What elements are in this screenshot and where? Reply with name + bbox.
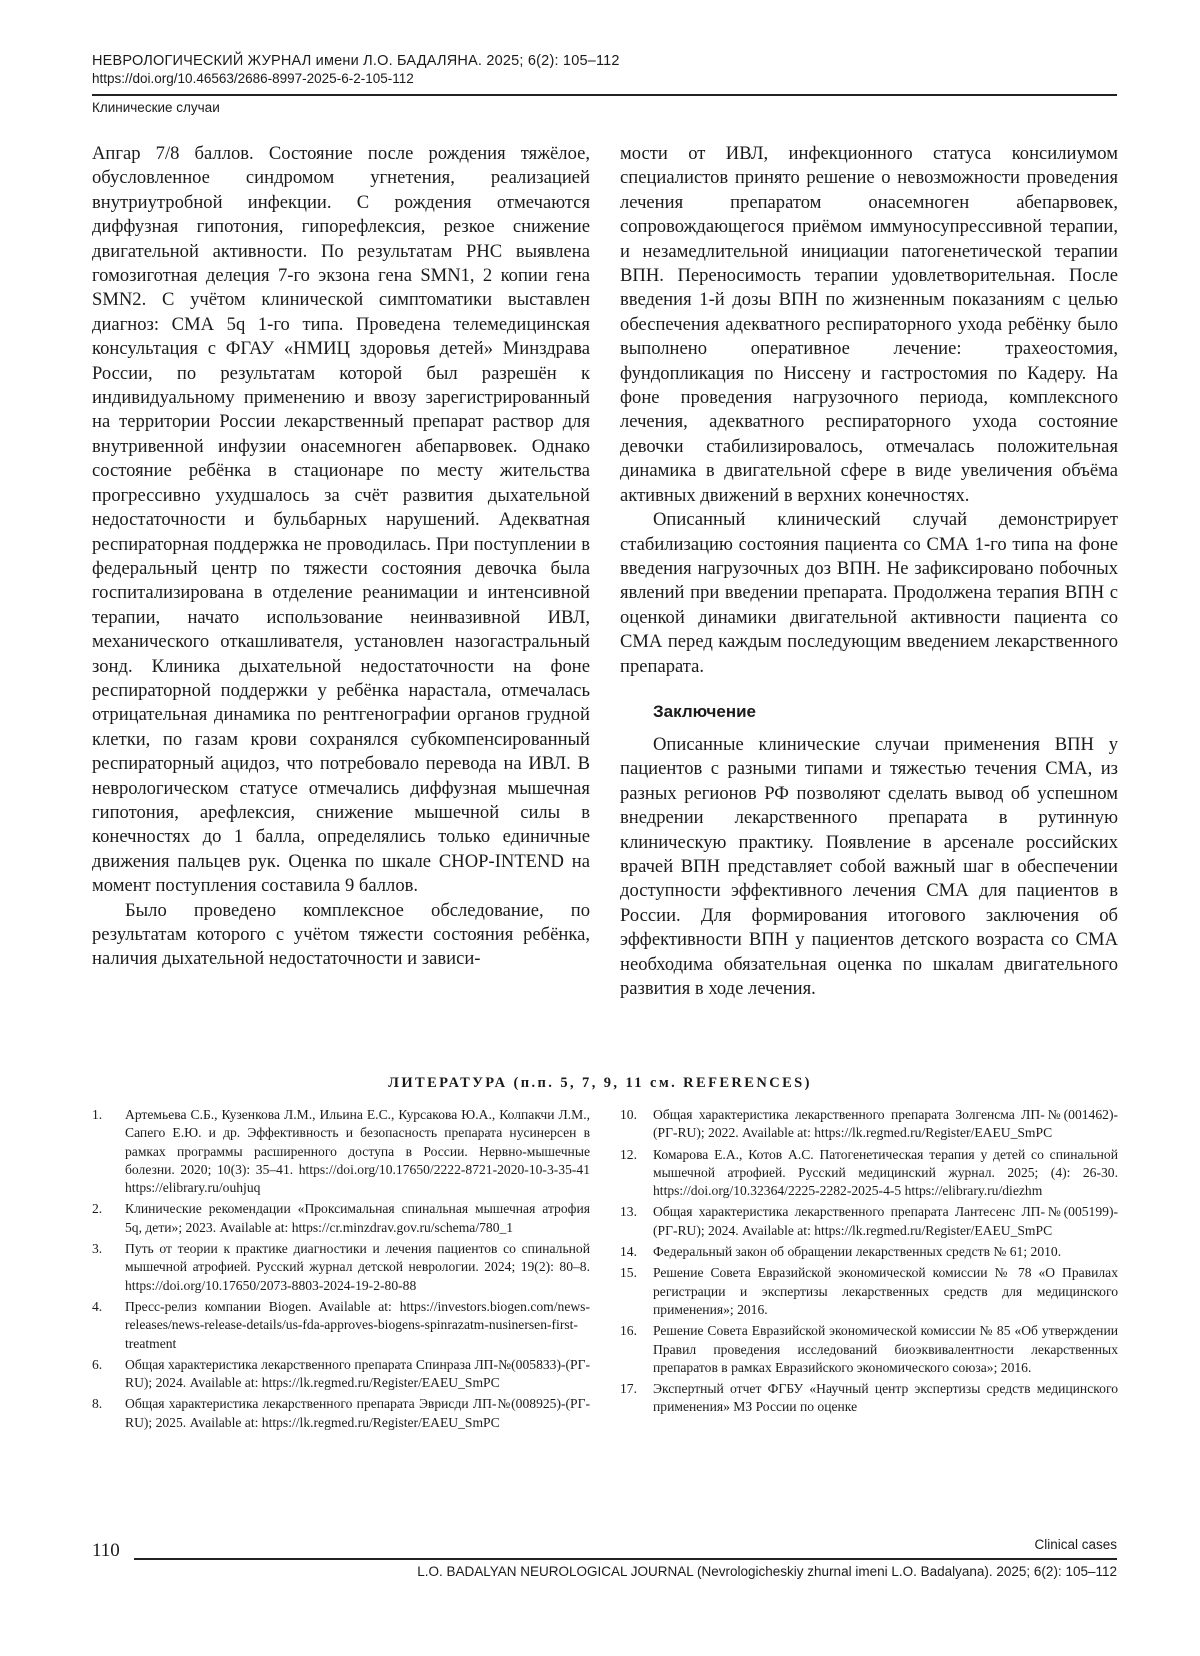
reference-item bbox=[620, 1264, 1118, 1319]
references-title: ЛИТЕРАТУРА (п.п. 5, 7, 9, 11 см. REFERENCES) bbox=[388, 1075, 812, 1091]
reference-text: Общая характеристика лекарственного препарата Спинраза ЛП-№(005833)-(РГ-RU); 2024. Available at: https://lk.regmed.ru/Register/EAEU_SmPC bbox=[125, 1356, 590, 1391]
reference-item bbox=[620, 1203, 1118, 1240]
section-heading-conclusion: Заключение bbox=[653, 701, 756, 721]
reference-item bbox=[92, 1356, 590, 1393]
reference-text: Пресс-релиз компании Biogen. Available at: https://investors.biogen.com/news-releases/news-release-details/us-fda-approves-biogens-spinrazatm-nusinersen-first-treatment bbox=[125, 1298, 590, 1351]
reference-item bbox=[620, 1146, 1118, 1201]
footer-journal-title: L.O. BADALYAN NEUROLOGICAL JOURNAL (Nevrologicheskiy zhurnal imeni L.O. Badalyana). 2025; 6(2): 105–112 bbox=[417, 1564, 1117, 1579]
reference-text: Общая характеристика лекарственного препарата Лантесенс ЛП-№(005199)-(РГ-RU); 2024. Available at: https://lk.regmed.ru/Register/EAEU_SmPC bbox=[653, 1204, 1118, 1238]
reference-number: 4. bbox=[92, 1298, 103, 1314]
reference-text: Путь от теории к практике диагностики и лечения пациентов со спинальной мышечной атрофией. Русский журнал детской неврологии. 2024; 19(2): 80–8. https://doi.org/10.17650/2073-8803-2024-19-2-80-88 bbox=[125, 1241, 590, 1293]
reference-number: 16. bbox=[620, 1323, 637, 1339]
body-column-right bbox=[620, 142, 1118, 1001]
reference-item bbox=[92, 1298, 590, 1353]
reference-item bbox=[92, 1200, 590, 1237]
reference-text: Артемьева С.Б., Кузенкова Л.М., Ильина Е.С., Курсакова Ю.А., Колпакчи Л.М., Сапего Е.Ю. и др. Эффективность и безопасность препарата нусинерсен в рамках программы расширенного доступа в России. Нервно-мышечные болезни. 2020; 10(3): 35–41. https://doi.org/10.17650/2222-8721-2020-10-3-35-41 https://elibrary.ru/ouhjuq bbox=[125, 1107, 590, 1196]
reference-number: 13. bbox=[620, 1204, 637, 1220]
reference-item bbox=[620, 1106, 1118, 1143]
doi-link[interactable]: https://doi.org/10.46563/2686-8997-2025-6-2-105-112 bbox=[92, 71, 414, 86]
reference-number: 2. bbox=[92, 1201, 103, 1217]
reference-item bbox=[620, 1243, 1118, 1261]
reference-text: Комарова Е.А., Котов А.С. Патогенетическая терапия у детей со спинальной мышечной атрофией. Русский медицинский журнал. 2025; (4): 26-30. https://doi.org/10.32364/2225-2282-2025-4-5 https://elibrary.ru/diezhm bbox=[653, 1146, 1118, 1199]
reference-item bbox=[92, 1395, 590, 1432]
reference-number: 15. bbox=[620, 1265, 637, 1281]
reference-text: Федеральный закон об обращении лекарственных средств № 61; 2010. bbox=[653, 1244, 1062, 1260]
reference-text: Общая характеристика лекарственного препарата Золгенсма ЛП-№(001462)-(РГ-RU); 2022. Available at: https://lk.regmed.ru/Register/EAEU_SmPC bbox=[653, 1107, 1118, 1141]
reference-text: Общая характеристика лекарственного препарата Эврисди ЛП-№(008925)-(РГ-RU); 2025. Available at: https://lk.regmed.ru/Register/EAEU_SmPC bbox=[125, 1396, 590, 1430]
paragraph: мости от ИВЛ, инфекционного статуса консилиумом специалистов принято решение о невозможности проведения лечения препаратом онасемноген абепарвовек, сопровождающегося приёмом иммуносупрессивной терапии, и незамедлительной инициации патогенетической терапии ВПН. Переносимость терапии удовлетворительная. После введения 1-й дозы ВПН по жизненным показаниям с целью обеспечения адекватного респираторного ухода ребёнку было выполнено оперативное лечение: трахеостомия, фундопликация по Ниссену и гастростомия по Кадеру. На фоне проведения нагрузочного периода, комплексного лечения, адекватного респираторного ухода состояние девочки стабилизировалось, отмечалась положительная динамика в двигательной сфере в виде увеличения объёма активных движений в верхних конечностях. bbox=[620, 143, 1118, 506]
reference-number: 12. bbox=[620, 1146, 637, 1162]
body-column-left bbox=[92, 142, 590, 972]
reference-number: 14. bbox=[620, 1244, 637, 1260]
paragraph: Было проведено комплексное обследование, по результатам которого с учётом тяжести состояния ребёнка, наличия дыхательной недостаточности и зависи- bbox=[92, 899, 590, 970]
reference-text: Решение Совета Евразийской экономической комиссии № 78 «О Правилах регистрации и экспертизы лекарственных средств для медицинского применения»; 2016. bbox=[653, 1265, 1118, 1317]
reference-item bbox=[620, 1380, 1118, 1417]
page-number: 110 bbox=[92, 1540, 120, 1561]
references-list-left bbox=[92, 1106, 590, 1435]
reference-number: 3. bbox=[92, 1241, 103, 1257]
reference-number: 8. bbox=[92, 1396, 103, 1412]
paragraph: Апгар 7/8 баллов. Состояние после рождения тяжёлое, обусловленное синдромом угнетения, реализацией внутриутробной инфекции. С рождения отмечаются диффузная гипотония, гипорефлексия, резкое снижение двигательной активности. По результатам РНС выявлена гомозиготная делеция 7-го экзона гена SMN1, 2 копии гена SMN2. С учётом клинической симптоматики выставлен диагноз: СМА 5q 1-го типа. Проведена телемедицинская консультация с ФГАУ «НМИЦ здоровья детей» Минздрава России, по результатам которой был разрешён к индивидуальному применению и ввозу зарегистрированный на территории России лекарственный препарат раствор для внутривенной инфузии онасемноген абепарвовек. Однако состояние ребёнка в стационаре по месту жительства прогрессивно ухудшалось за счёт развития дыхательной недостаточности и бульбарных нарушений. Адекватная респираторная поддержка не проводилась. При поступлении в федеральный центр по тяжести состояния девочка была госпитализирована в отделение реанимации и интенсивной терапии, начато использование неинвазивной ИВЛ, механического откашливателя, установлен назогастральный зонд. Клиника дыхательной недостаточности на фоне респираторной поддержки у ребёнка нарастала, отмечалась отрицательная динамика по рентгенографии органов грудной клетки, по газам крови сохранялся субкомпенсированный респираторный ацидоз, что потребовало перевода на ИВЛ. В неврологическом статусе отмечались диффузная мышечная гипотония, арефлексия, снижение мышечной силы в конечностях до 1 балла, определялись только единичные движения пальцев рук. Оценка по шкале CHOP-INTEND на момент поступления составила 9 баллов. bbox=[92, 143, 590, 897]
reference-number: 1. bbox=[92, 1107, 103, 1122]
footer-divider bbox=[134, 1558, 1117, 1560]
reference-number: 10. bbox=[620, 1107, 637, 1122]
journal-title: НЕВРОЛОГИЧЕСКИЙ ЖУРНАЛ имени Л.О. БАДАЛЯНА. 2025; 6(2): 105–112 bbox=[92, 53, 620, 69]
paragraph: Описанные клинические случаи применения ВПН у пациентов с разными типами и тяжестью течения СМА, из разных регионов РФ позволяют сделать вывод об успешном внедрении лекарственного препарата в рутинную клиническую практику. Появление в арсенале российских врачей ВПН представляет собой важный шаг в обеспечении доступности эффективного лечения СМА для пациентов в России. Для формирования итогового заключения об эффективности ВПН у пациентов детского возраста со СМА необходима обязательная оценка по шкалам двигательного развития в ходе лечения. bbox=[620, 733, 1118, 999]
reference-item bbox=[92, 1240, 590, 1295]
reference-text: Клинические рекомендации «Проксимальная спинальная мышечная атрофия 5q, дети»; 2023. Available at: https://cr.minzdrav.gov.ru/schema/780_1 bbox=[125, 1201, 590, 1235]
reference-text: Решение Совета Евразийской экономической комиссии № 85 «Об утверждении Правил проведения исследований биоэквивалентности лекарственных препаратов в рамках Евразийского экономического союза»; 2016. bbox=[653, 1323, 1118, 1375]
reference-item bbox=[620, 1322, 1118, 1377]
reference-number: 6. bbox=[92, 1356, 103, 1372]
reference-number: 17. bbox=[620, 1381, 637, 1397]
reference-text: Экспертный отчет ФГБУ «Научный центр экспертизы средств медицинского применения» МЗ России по оценке bbox=[653, 1381, 1118, 1415]
footer-section-label: Clinical cases bbox=[1034, 1537, 1117, 1552]
section-label: Клинические случаи bbox=[92, 100, 220, 115]
header-divider bbox=[92, 94, 1117, 96]
running-header bbox=[92, 52, 1092, 115]
paragraph: Описанный клинический случай демонстрирует стабилизацию состояния пациента со СМА 1-го типа на фоне введения нагрузочных доз ВПН. Не зафиксировано побочных явлений при введении препарата. Продолжена терапия ВПН с оценкой динамики двигательной активности пациента со СМА перед каждым последующим введением лекарственного препарата. bbox=[620, 509, 1118, 677]
references-list-right bbox=[620, 1106, 1118, 1420]
reference-item bbox=[92, 1106, 590, 1197]
